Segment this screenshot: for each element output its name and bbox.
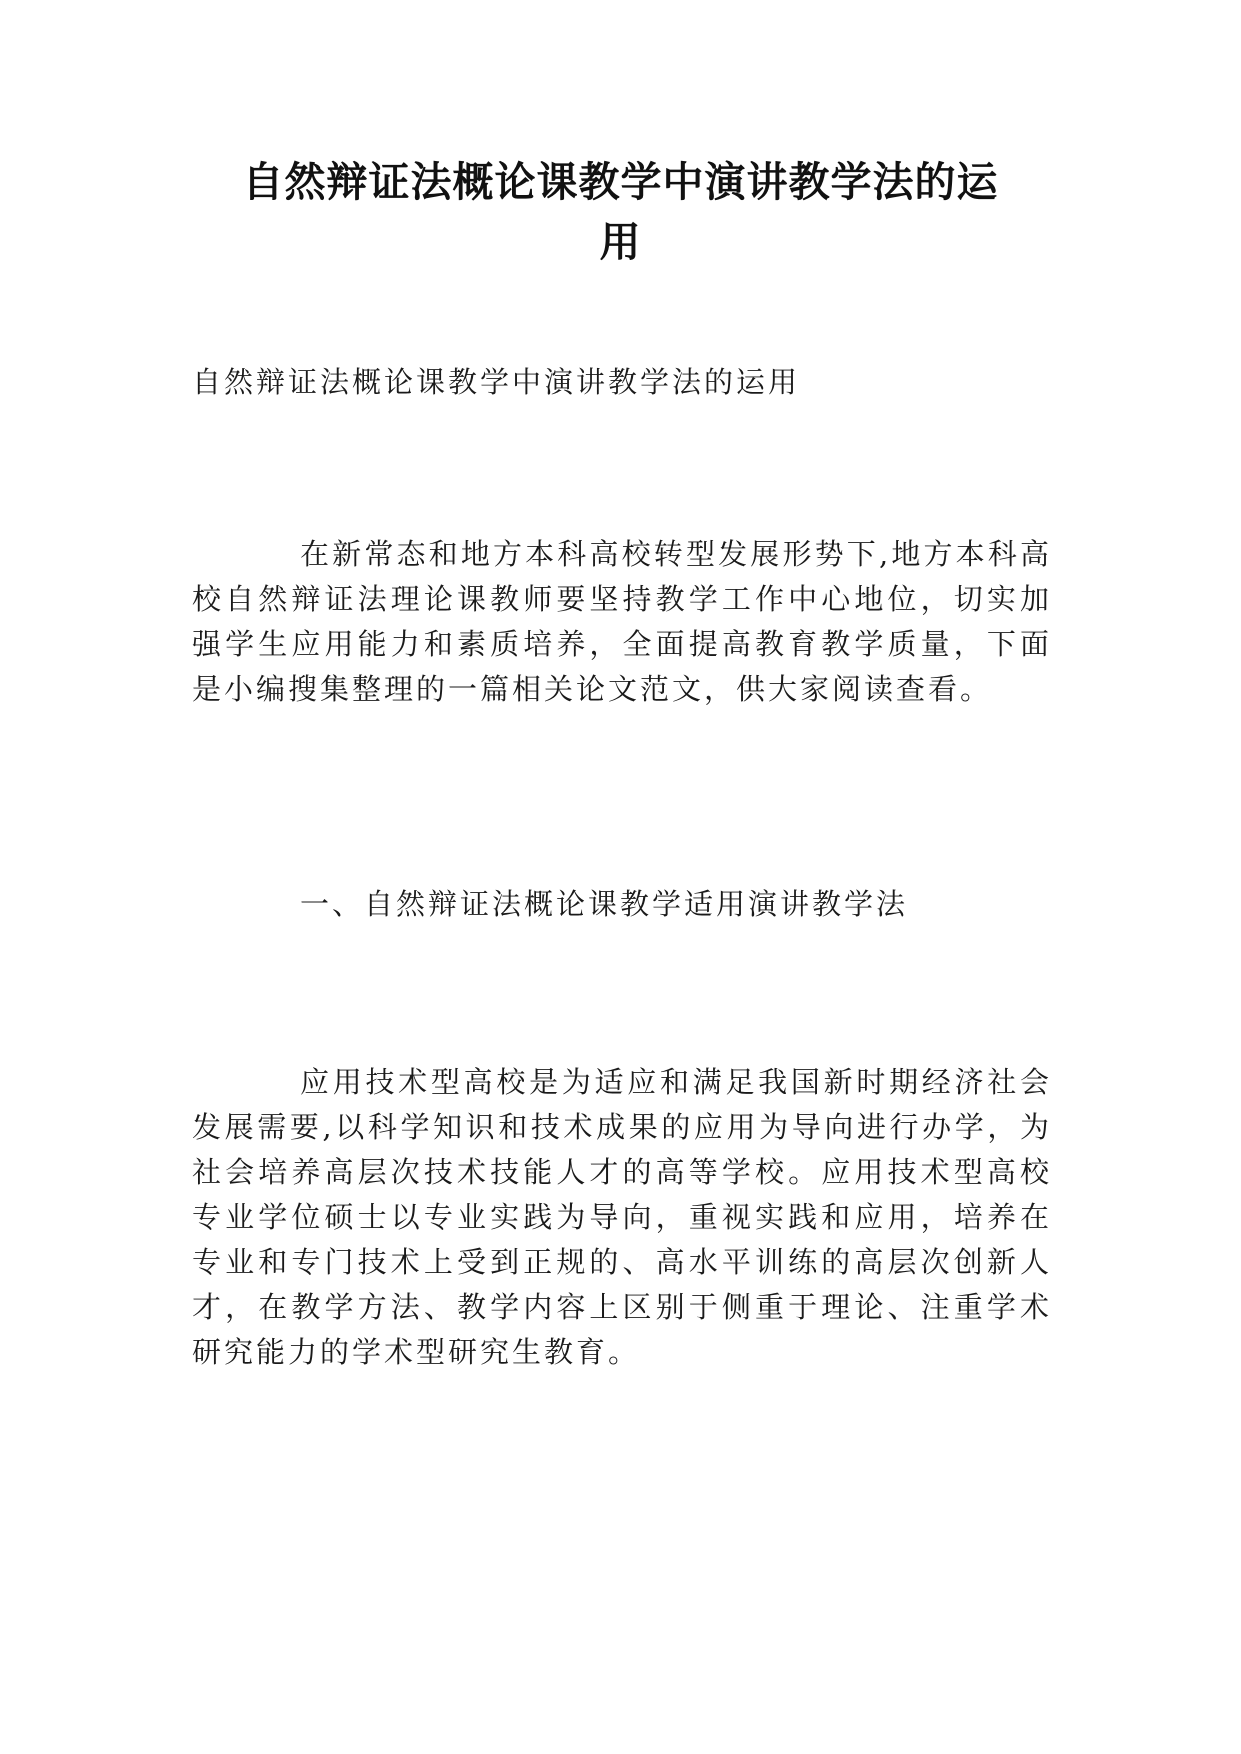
title-line-2: 用 [599, 218, 642, 266]
section-heading: 一、自然辩证法概论课教学适用演讲教学法 [300, 887, 909, 921]
document-title [200, 152, 1041, 272]
title-line-1: 自然辩证法概论课教学中演讲教学法的运 [242, 158, 999, 206]
document-subtitle: 自然辩证法概论课教学中演讲教学法的运用 [192, 365, 801, 399]
body-paragraph: 应用技术型高校是为适应和满足我国新时期经济社会发展需要,以科学知识和技术成果的应用为导向进行办学，为社会培养高层次技术技能人才的高等学校。应用技术型高校专业学位硕士以专业实践为导向，重视实践和应用，培养在专业和专门技术上受到正规的、高水平训练的高层次创新人才，在教学方法、教学内容上区别于侧重于理论、注重学术研究能力的学术型研究生教育。 [192, 1065, 1052, 1369]
intro-paragraph: 在新常态和地方本科高校转型发展形势下,地方本科高校自然辩证法理论课教师要坚持教学工作中心地位，切实加强学生应用能力和素质培养，全面提高教育教学质量，下面是小编搜集整理的一篇相关论文范文，供大家阅读查看。 [192, 537, 1052, 706]
